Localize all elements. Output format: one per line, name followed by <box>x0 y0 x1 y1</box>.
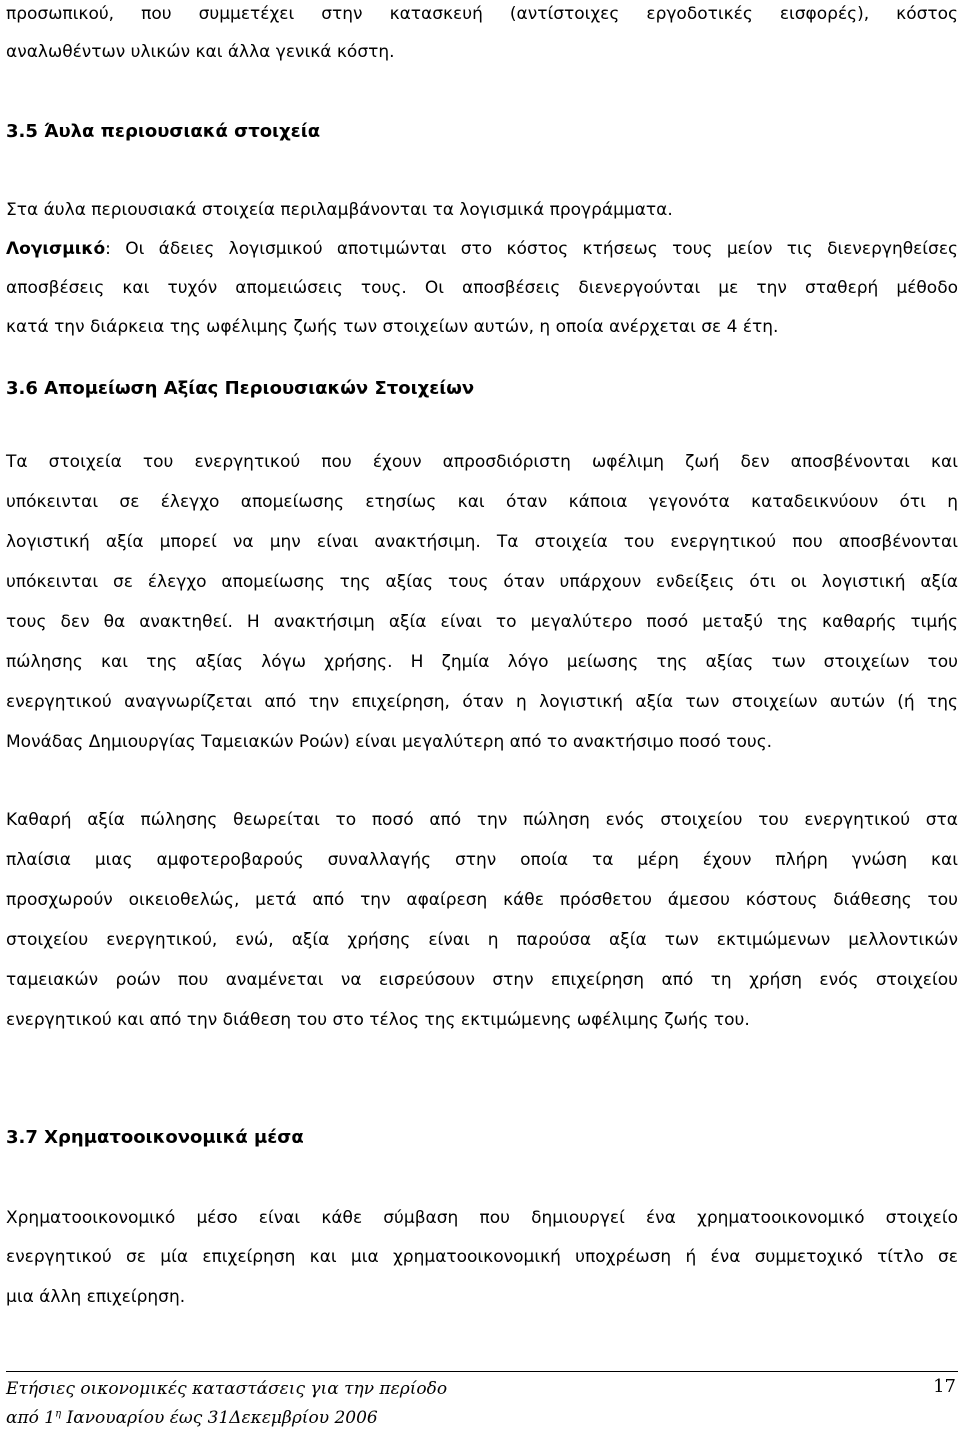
footer-ordinal-superscript: η <box>55 1408 62 1420</box>
software-line-1 <box>6 237 958 261</box>
section-3-5-para-1: Στα άυλα περιουσιακά στοιχεία περιλαμβάνονται τα λογισμικά προγράμματα. <box>6 200 673 220</box>
impairment-p1-line-2: υπόκεινται σε έλεγχο απομείωσης ετησίως και όταν κάποια γεγονότα καταδεικνύουν ότι η <box>6 492 958 512</box>
section-3-7-heading: 3.7 Χρηματοοικονομικά μέσα <box>6 1127 304 1148</box>
financial-instruments-line-3: μια άλλη επιχείρηση. <box>6 1287 186 1307</box>
impairment-p1-line-5: τους δεν θα ανακτηθεί. Η ανακτήσιμη αξία είναι το μεγαλύτερο ποσό μεταξύ της καθαρής τιμής <box>6 612 958 632</box>
impairment-p1-line-8: Μονάδας Δημιουργίας Ταμειακών Ροών) είναι μεγαλύτερη από το ανακτήσιμο ποσό τους. <box>6 732 773 752</box>
software-term: Λογισμικό <box>6 239 106 259</box>
software-line-1-rest: : Οι άδειες λογισμικού αποτιμώνται στο κόστος κτήσεως τους μείον τις διενεργηθείσες <box>105 239 958 259</box>
section-3-6-heading: 3.6 Απομείωση Αξίας Περιουσιακών Στοιχείων <box>6 378 475 399</box>
impairment-p1-line-7: ενεργητικού αναγνωρίζεται από την επιχείρηση, όταν η λογιστική αξία των στοιχείων αυτών (ή της <box>6 692 958 712</box>
footer-rule <box>6 1371 958 1372</box>
intro-line-2: αναλωθέντων υλικών και άλλα γενικά κόστη. <box>6 42 395 62</box>
footer-line-2-rest: Ιανουαρίου έως 31Δεκεμβρίου 2006 <box>61 1408 378 1428</box>
section-3-5-heading: 3.5 Άυλα περιουσιακά στοιχεία <box>6 121 321 142</box>
software-line-2: αποσβέσεις και τυχόν απομειώσεις τους. Οι αποσβέσεις διενεργούνται με την σταθερή μέθοδο <box>6 278 958 298</box>
impairment-p2-line-2: πλαίσια μιας αμφοτεροβαρούς συναλλαγής στην οποία τα μέρη έχουν πλήρη γνώση και <box>6 850 958 870</box>
impairment-p1-line-1: Τα στοιχεία του ενεργητικού που έχουν απροσδιόριστη ωφέλιμη ζωή δεν αποσβένονται και <box>6 452 958 472</box>
impairment-p2-line-4: στοιχείου ενεργητικού, ενώ, αξία χρήσης είναι η παρούσα αξία των εκτιμώμενων μελλοντικών <box>6 930 958 950</box>
impairment-p2-line-1: Καθαρή αξία πώλησης θεωρείται το ποσό από την πώληση ενός στοιχείου του ενεργητικού στα <box>6 810 958 830</box>
financial-instruments-line-2: ενεργητικού σε μία επιχείρηση και μια χρηματοοικονομική υποχρέωση ή ένα συμμετοχικό τίτλο σε <box>6 1247 958 1267</box>
impairment-p1-line-6: πώλησης και της αξίας λόγω χρήσης. Η ζημία λόγο μείωσης της αξίας των στοιχείων του <box>6 652 958 672</box>
impairment-p2-line-3: προσχωρούν οικειοθελώς, μετά από την αφαίρεση κάθε πρόσθετου άμεσου κόστους διάθεσης του <box>6 890 958 910</box>
financial-instruments-line-1: Χρηματοοικονομικό μέσο είναι κάθε σύμβαση που δημιουργεί ένα χρηματοοικονομικό στοιχείο <box>6 1208 958 1228</box>
impairment-p1-line-3: λογιστική αξία μπορεί να μην είναι ανακτήσιμη. Τα στοιχεία του ενεργητικού που αποσβένονται <box>6 532 958 552</box>
intro-line-1: προσωπικού, που συμμετέχει στην κατασκευή (αντίστοιχες εργοδοτικές εισφορές), κόστος <box>6 4 958 24</box>
footer-line-2 <box>6 1408 378 1428</box>
impairment-p2-line-6: ενεργητικού και από την διάθεση του στο τέλος της εκτιμώμενης ωφέλιμης ζωής του. <box>6 1010 750 1030</box>
software-line-3: κατά την διάρκεια της ωφέλιμης ζωής των στοιχείων αυτών, η οποία ανέρχεται σε 4 έτη. <box>6 317 779 337</box>
footer-line-1: Ετήσιες οικονομικές καταστάσεις για την περίοδο <box>6 1379 448 1399</box>
impairment-p1-line-4: υπόκεινται σε έλεγχο απομείωσης της αξίας τους όταν υπάρχουν ενδείξεις ότι οι λογιστική αξία <box>6 572 958 592</box>
impairment-p2-line-5: ταμειακών ροών που αναμένεται να εισρεύσουν στην επιχείρηση από τη χρήση ενός στοιχείου <box>6 970 958 990</box>
page-number: 17 <box>933 1376 956 1397</box>
footer-line-2-prefix: από 1 <box>6 1408 56 1428</box>
